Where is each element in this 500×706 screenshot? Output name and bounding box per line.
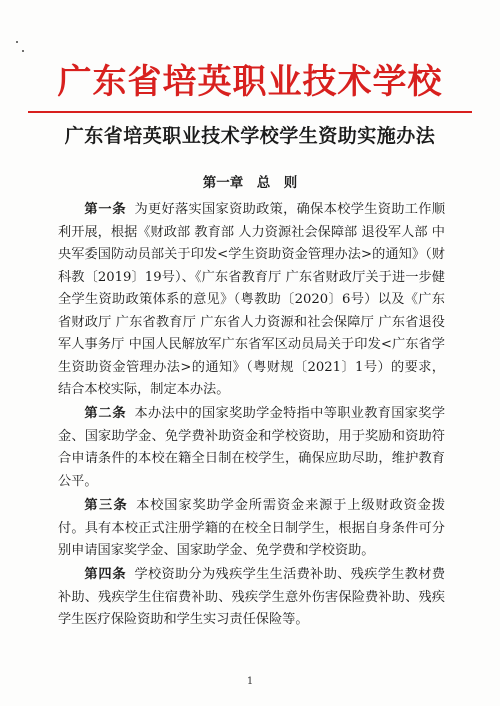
article-number: 第二条 <box>84 406 127 421</box>
school-name-header: 广东省培英职业技术学校 <box>57 62 443 102</box>
article-number: 第三条 <box>84 498 129 513</box>
chapter-heading: 第一章 总 则 <box>202 175 298 191</box>
article-paragraph <box>58 564 445 632</box>
article-number: 第一条 <box>84 202 127 217</box>
article-number: 第四条 <box>84 567 127 582</box>
article-paragraph <box>58 199 445 402</box>
article-paragraph <box>58 403 445 493</box>
article-text: 为更好落实国家资助政策，确保本校学生资助工作顺利开展，根据《财政部 教育部 人力资源社会保障部 退役军人部 中央军委国防动员部关于印发<学生资助资金管理办法>的通知》（财科教〔2019〕19号）、《广东省教育厅 广东省财政厅关于进一步健全学生资助政策体系的意见》（粤教助〔2020〕6号）以及《广东省财政厅 广东省教育厅 广东省人力资源和社会保障厅 广东省退役军人事务厅 中国人民解放军广东省军区动员局关于印发<广东省学生资助资金管理办法>的通知》（粤财规〔2021〕1号）的要求，结合本校实际，制定本办法。 <box>58 202 446 397</box>
article-text: 学校资助分为残疾学生生活费补助、残疾学生教材费补助、残疾学生住宿费补助、残疾学生意外伤害保险费补助、残疾学生医疗保险资助和学生实习责任保险等。 <box>58 567 446 627</box>
page-number: 1 <box>246 676 254 687</box>
article-paragraph <box>58 495 445 563</box>
red-header-rule <box>28 111 472 113</box>
scan-mark <box>16 41 18 43</box>
document-title: 广东省培英职业技术学校学生资助实施办法 <box>64 125 436 147</box>
article-text: 本校国家奖助学金所需资金来源于上级财政资金拨付。具有本校正式注册学籍的在校全日制学生，根据自身条件可分别申请国家奖学金、国家助学金、免学费和学校资助。 <box>58 498 446 558</box>
scan-mark <box>22 50 24 52</box>
article-text: 本办法中的国家奖助学金特指中等职业教育国家奖学金、国家助学金、免学费补助资金和学校资助，用于奖励和资助符合申请条件的本校在籍全日制在校学生，确保应助尽助，维护教育公平。 <box>58 406 446 489</box>
